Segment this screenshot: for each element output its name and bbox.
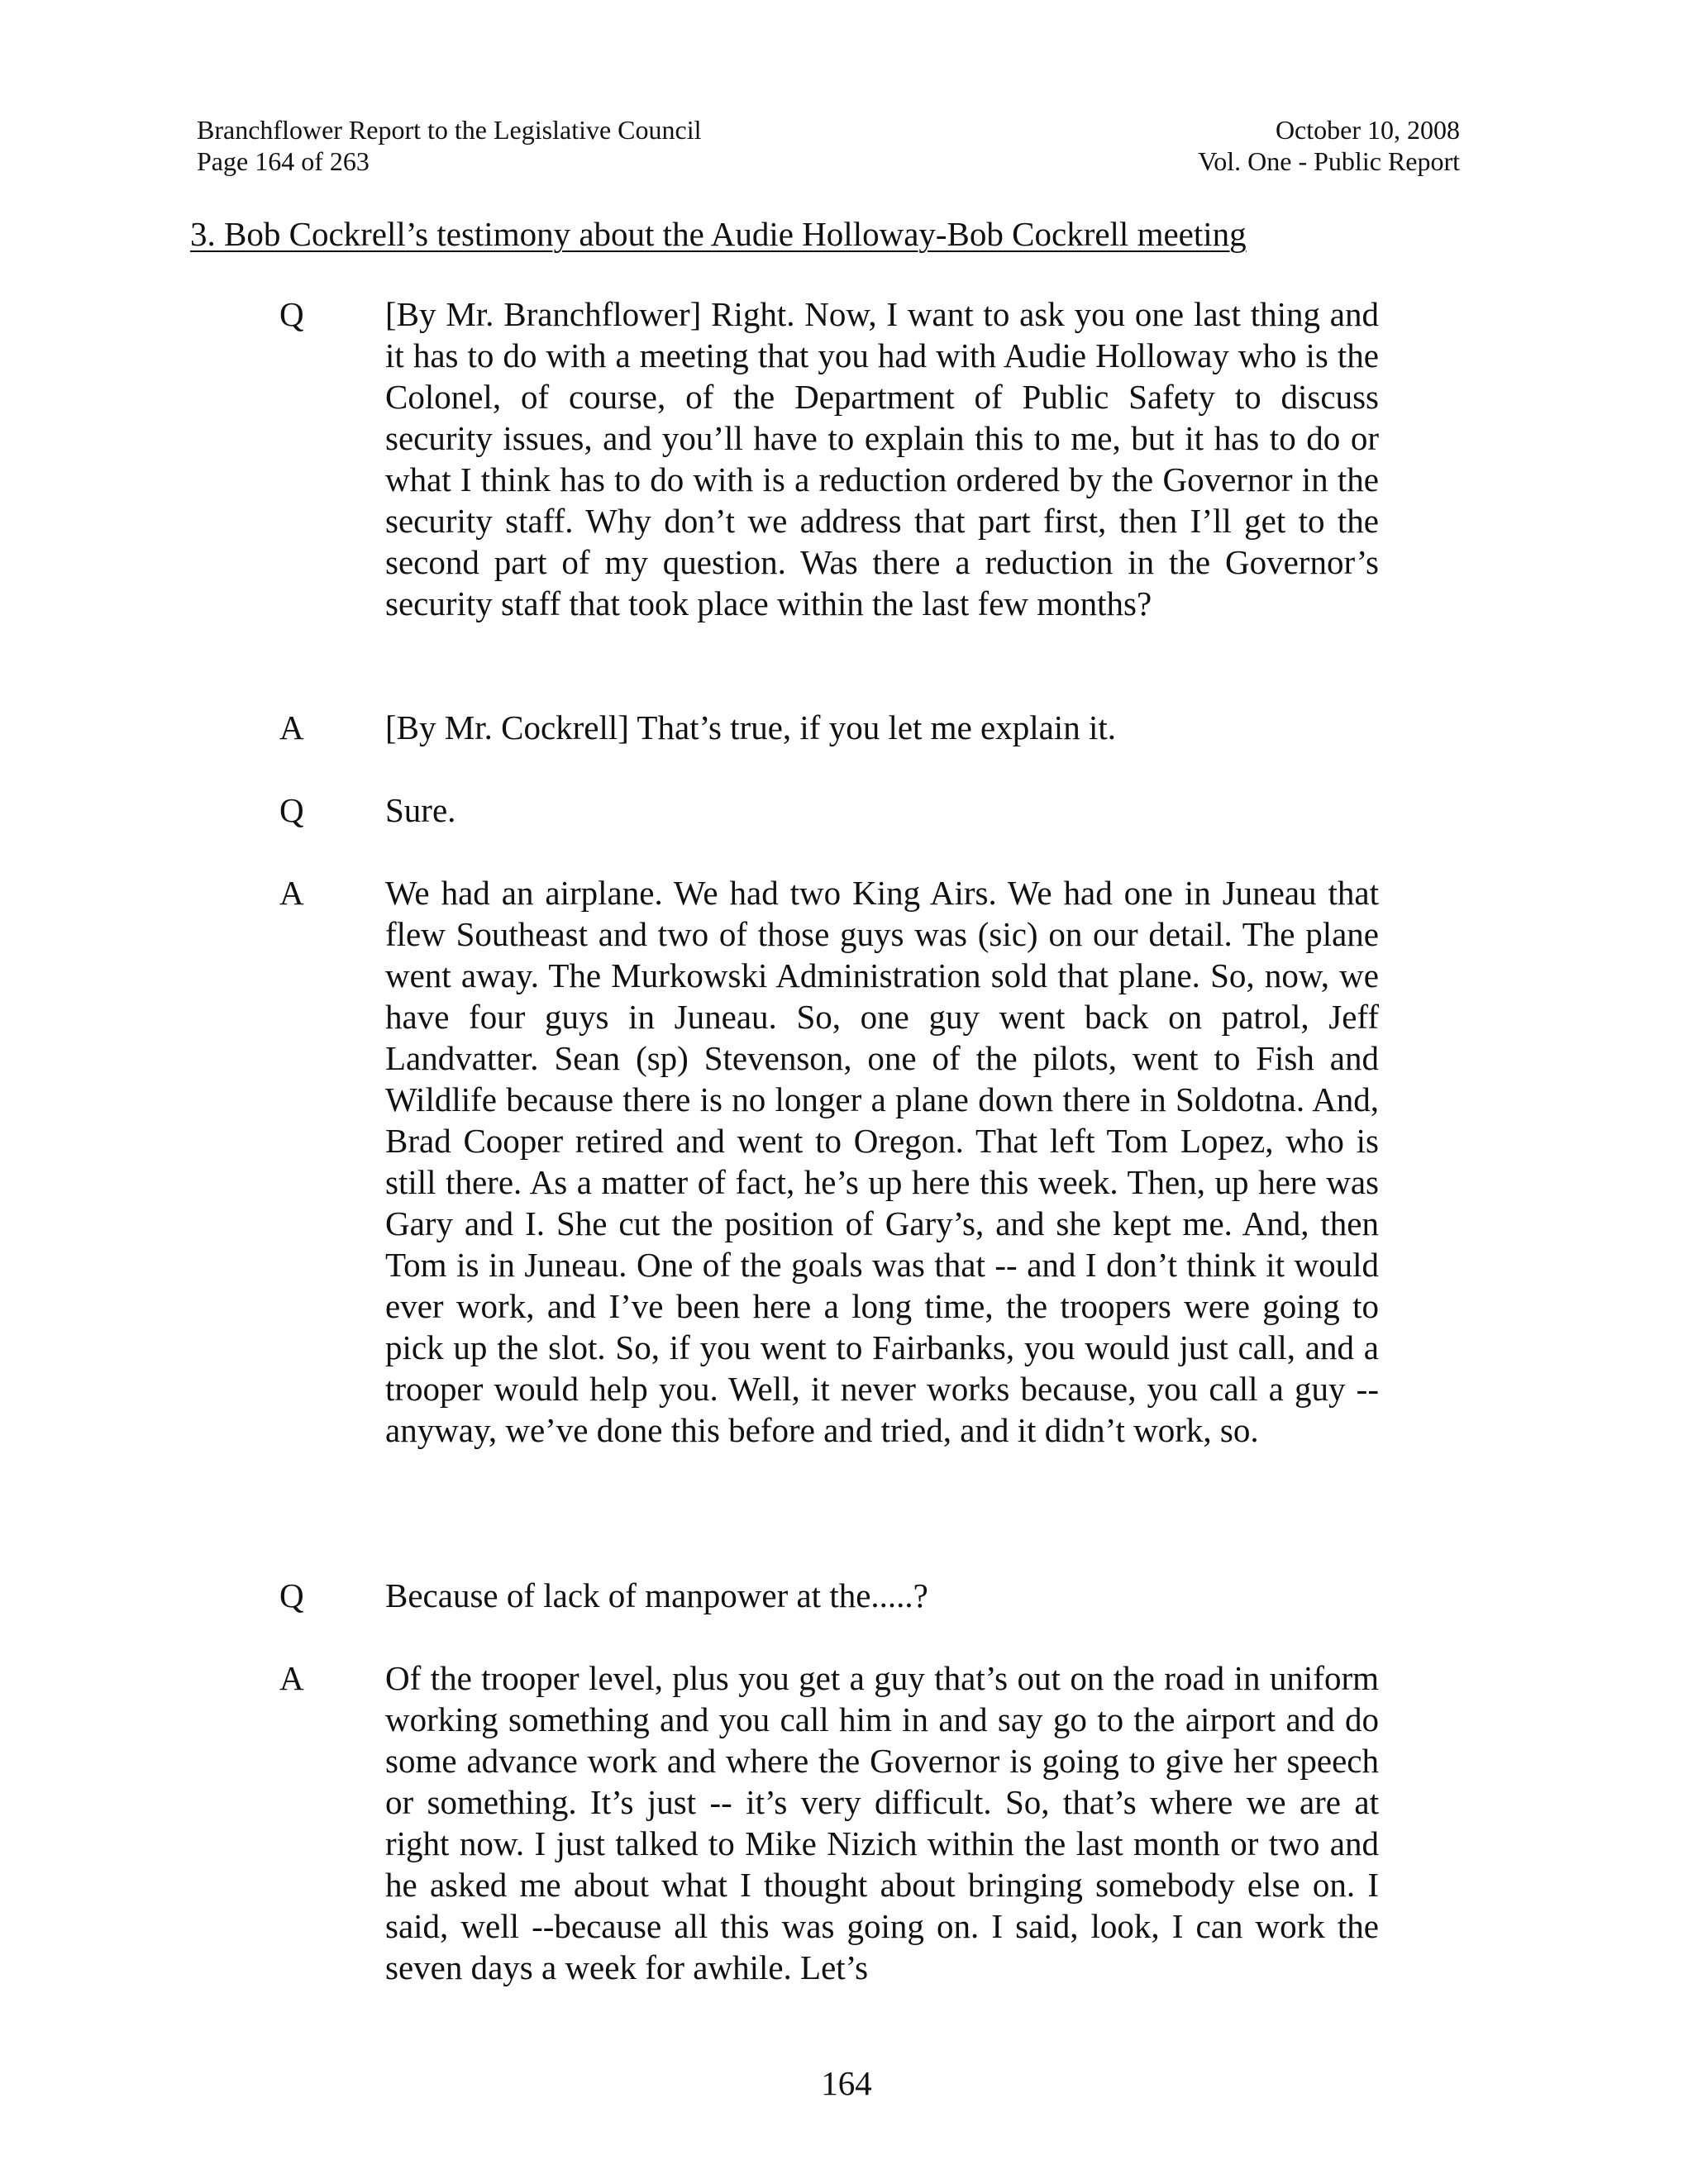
page-header — [197, 114, 1460, 180]
testimony-text: Of the trooper level, plus you get a guy that’s out on the road in uniform working something and you call him in and say go to the airport and do some advance work and where the Governor is going to give her speech or something. It’s just -- it’s very difficult. So, that’s where we are at right now. I just talked to Mike Nizich within the last month or two and he asked me about what I thought about bringing somebody else on. I said, well --because all this was going on. I said, look, I can work the seven days a week for awhile. Let’s — [385, 1659, 1379, 1986]
section-title: 3. Bob Cockrell’s testimony about the Audie Holloway-Bob Cockrell meeting — [190, 215, 1247, 253]
testimony-text: Because of lack of manpower at the.....? — [385, 1576, 928, 1614]
speaker-label: Q — [279, 295, 304, 333]
qa-block — [279, 789, 1379, 831]
qa-block — [279, 707, 1379, 748]
header-right — [1198, 114, 1460, 177]
report-title: Branchflower Report to the Legislative Council — [197, 115, 702, 145]
speaker-label: Q — [279, 791, 304, 829]
qa-block — [279, 1657, 1379, 1988]
testimony-text: We had an airplane. We had two King Airs. We had one in Juneau that flew Southeast and two of those guys was (sic) on our detail. The plane went away. The Murkowski Administration sold that plane. So, now, we have four guys in Juneau. So, one guy went back on patrol, Jeff Landvatter. Sean (sp) Stevenson, one of the pilots, went to Fish and Wildlife because there is no longer a plane down there in Soldotna. And, Brad Cooper retired and went to Oregon. That left Tom Lopez, who is still there. As a matter of fact, he’s up here this week. Then, up here was Gary and I. She cut the position of Gary’s, and she kept me. And, then Tom is in Juneau. One of the goals was that -- and I don’t think it would ever work, and I’ve been here a long time, the troopers were going to pick up the slot. So, if you went to Fairbanks, you would just call, and a trooper would help you. Well, it never works because, you call a guy -- anyway, we’ve done this before and tried, and it didn’t work, so. — [385, 874, 1379, 1449]
header-left — [197, 114, 702, 177]
qa-block — [279, 872, 1379, 1451]
speaker-label: A — [279, 708, 304, 746]
speaker-label: A — [279, 1659, 304, 1697]
testimony-text: [By Mr. Branchflower] Right. Now, I want to ask you one last thing and it has to do with a meeting that you had with Audie Holloway who is the Colonel, of course, of the Department of Public Safety to discuss security issues, and you’ll have to explain this to me, but it has to do or what I think has to do with is a reduction ordered by the Governor in the security staff. Why don’t we address that part first, then I’ll get to the second part of my question. Was there a reduction in the Governor’s security staff that took place within the last few months? — [385, 295, 1379, 622]
volume-label: Vol. One - Public Report — [1198, 146, 1460, 176]
speaker-label: Q — [279, 1576, 304, 1614]
testimony-text: Sure. — [385, 791, 456, 829]
speaker-label: A — [279, 874, 304, 912]
qa-block — [279, 293, 1379, 624]
testimony-text: [By Mr. Cockrell] That’s true, if you let me explain it. — [385, 708, 1116, 746]
qa-block — [279, 1575, 1379, 1616]
page-number: 164 — [821, 2064, 872, 2102]
page-info: Page 164 of 263 — [197, 146, 370, 176]
report-date: October 10, 2008 — [1275, 115, 1460, 145]
